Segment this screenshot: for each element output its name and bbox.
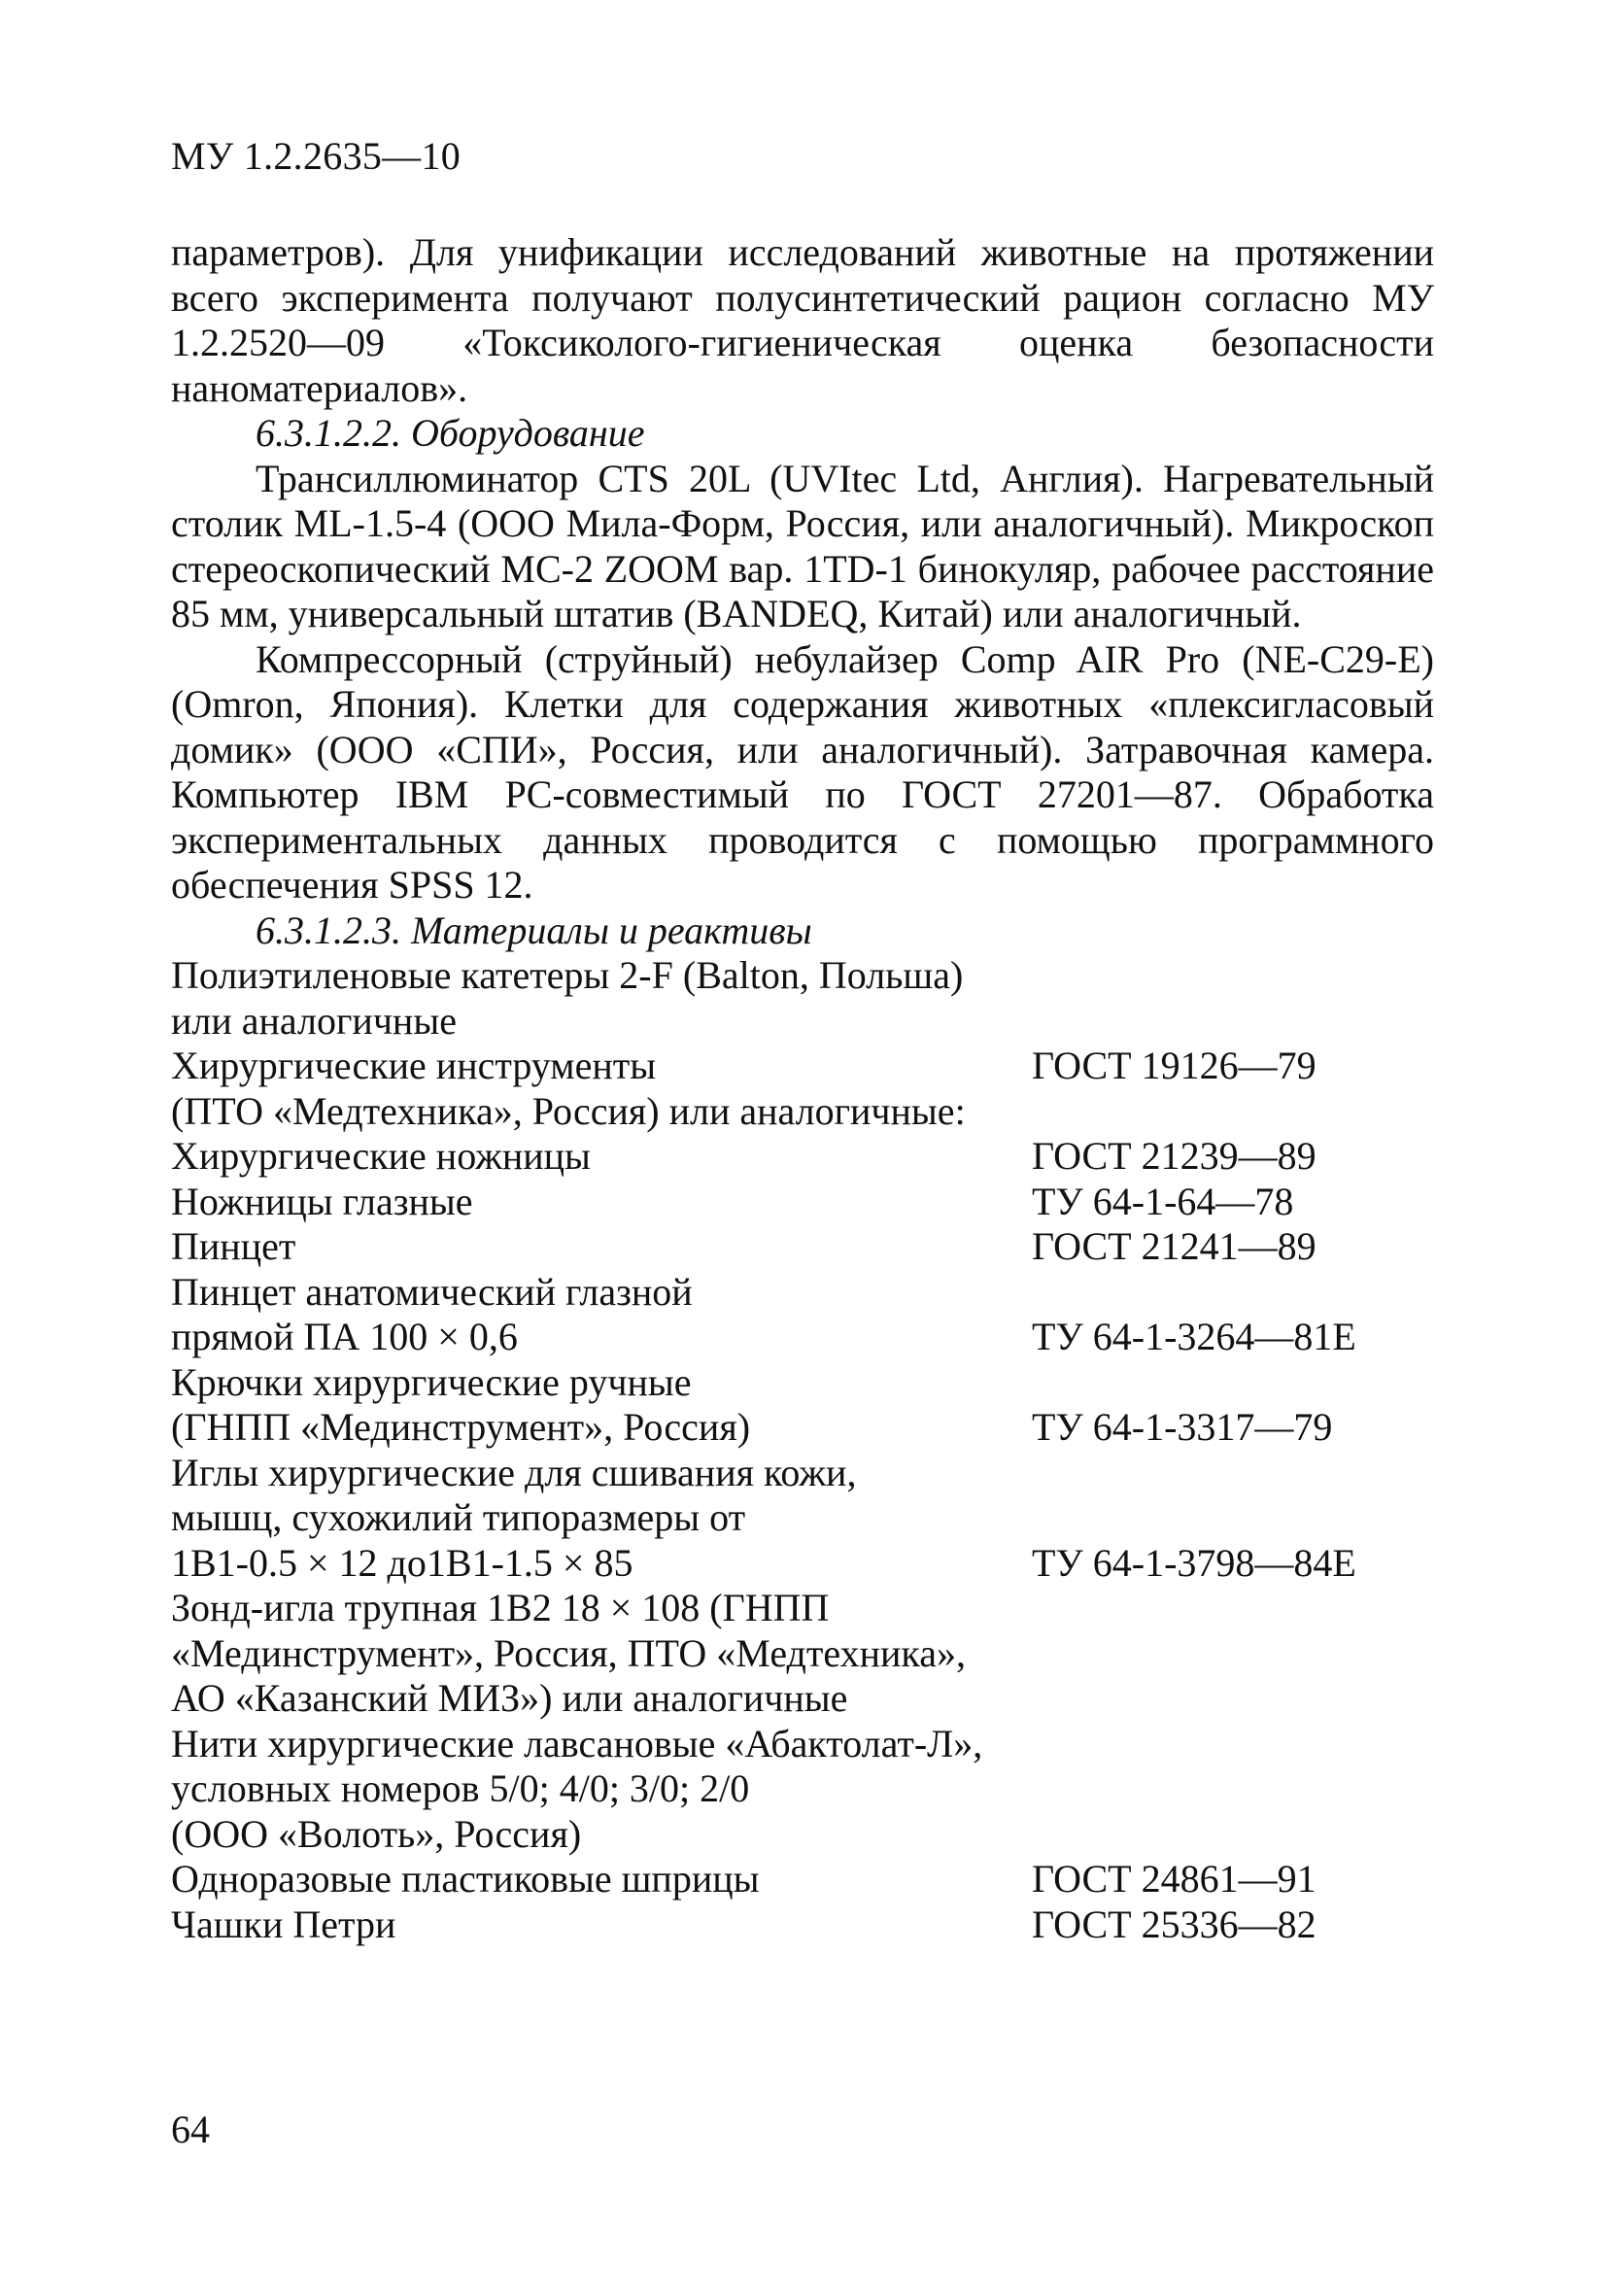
- list-item: [171, 1857, 1434, 1902]
- list-item: [171, 1180, 1434, 1225]
- material-standard: ТУ 64-1-64—78: [1032, 1179, 1294, 1223]
- material-name: Пинцет анатомический глазной: [171, 1269, 693, 1314]
- material-name: или аналогичные: [171, 998, 457, 1043]
- list-item: [171, 1902, 1434, 1948]
- materials-heading: 6.3.1.2.3. Материалы и реактивы: [256, 908, 812, 952]
- list-item: [171, 1766, 1434, 1812]
- equipment-paragraph-1: Трансиллюминатор CTS 20L (UVItec Ltd, Англия). Нагревательный столик ML-1.5-4 (ООО Мила-Форм, Россия, или аналогичный). Микроскоп стереоскопический МС-2 ZOOM вар. 1TD-1 бинокуляр, рабочее расстояние 85 мм, универсальный штатив (BANDEQ, Китай) или аналогичный.: [171, 456, 1434, 635]
- list-item: [171, 1451, 1434, 1496]
- list-item: [171, 1631, 1434, 1677]
- material-standard: ГОСТ 21239—89: [1032, 1134, 1316, 1178]
- page-body: [171, 230, 1434, 1947]
- material-name: прямой ПА 100 × 0,6: [171, 1315, 518, 1358]
- list-item: [171, 1812, 1434, 1858]
- material-name: мышц, сухожилий типоразмеры от: [171, 1495, 746, 1539]
- equipment-heading: 6.3.1.2.2. Оборудование: [256, 411, 645, 455]
- page-number: 64: [171, 2108, 210, 2151]
- material-name: (ГНПП «Мединструмент», Россия): [171, 1405, 751, 1449]
- list-item: [171, 1722, 1434, 1767]
- material-name: Зонд-игла трупная 1В2 18 × 108 (ГНПП: [171, 1586, 830, 1629]
- material-name: Хирургические инструменты: [171, 1044, 657, 1087]
- material-name: АО «Казанский МИЗ») или аналогичные: [171, 1676, 848, 1720]
- material-name: Чашки Петри: [171, 1902, 396, 1946]
- material-standard: ГОСТ 25336—82: [1032, 1902, 1316, 1946]
- list-item: [171, 1676, 1434, 1722]
- list-item: [171, 999, 1434, 1045]
- material-standard: ГОСТ 24861—91: [1032, 1857, 1316, 1901]
- materials-list: [171, 953, 1434, 1947]
- material-name: Пинцет: [171, 1224, 296, 1268]
- material-name: (ООО «Волоть», Россия): [171, 1811, 582, 1856]
- material-name: (ПТО «Медтехника», Россия) или аналогичные:: [171, 1088, 966, 1133]
- material-name: Полиэтиленовые катетеры 2-F (Balton, Польша): [171, 953, 964, 997]
- material-name: Нити хирургические лавсановые «Абактолат-Л»,: [171, 1721, 983, 1765]
- material-standard: ГОСТ 21241—89: [1032, 1224, 1316, 1268]
- list-item: [171, 1224, 1434, 1270]
- list-item: [171, 1405, 1434, 1451]
- intro-paragraph: параметров). Для унификации исследований животные на протяжении всего эксперимента получают полусинтетический рацион согласно МУ 1.2.2520—09 «Токсиколого-гигиеническая оценка безопасности наноматериалов».: [171, 230, 1434, 410]
- list-item: [171, 1541, 1434, 1587]
- document-code-header: МУ 1.2.2635—10: [171, 134, 462, 178]
- material-name: условных номеров 5/0; 4/0; 3/0; 2/0: [171, 1766, 750, 1810]
- list-item: [171, 1270, 1434, 1316]
- material-name: «Мединструмент», Россия, ПТО «Медтехника»,: [171, 1630, 967, 1675]
- material-standard: ТУ 64-1-3264—81Е: [1032, 1315, 1356, 1358]
- material-name: Иглы хирургические для сшивания кожи,: [171, 1450, 857, 1494]
- list-item: [171, 1315, 1434, 1360]
- list-item: [171, 1495, 1434, 1541]
- material-name: Одноразовые пластиковые шприцы: [171, 1857, 760, 1901]
- list-item: [171, 1134, 1434, 1180]
- material-name: Крючки хирургические ручные: [171, 1359, 692, 1404]
- equipment-paragraph-2: Компрессорный (струйный) небулайзер Comp AIR Pro (NE-C29-E) (Omron, Япония). Клетки для содержания животных «плексигласовый домик» (ООО «СПИ», Россия, или аналогичный). Затравочная камера. Компьютер IBM PC-совместимый по ГОСТ 27201—87. Обработка экспериментальных данных проводится с помощью программного обеспечения SPSS 12.: [171, 636, 1434, 907]
- list-item: [171, 1044, 1434, 1089]
- list-item: [171, 1089, 1434, 1135]
- material-standard: ТУ 64-1-3317—79: [1032, 1405, 1333, 1449]
- material-name: Ножницы глазные: [171, 1179, 473, 1223]
- material-name: 1В1-0.5 × 12 до1В1-1.5 × 85: [171, 1540, 633, 1585]
- material-standard: ГОСТ 19126—79: [1032, 1044, 1316, 1087]
- list-item: [171, 953, 1434, 999]
- material-name: Хирургические ножницы: [171, 1134, 591, 1178]
- list-item: [171, 1360, 1434, 1406]
- list-item: [171, 1586, 1434, 1631]
- material-standard: ТУ 64-1-3798—84Е: [1032, 1540, 1356, 1585]
